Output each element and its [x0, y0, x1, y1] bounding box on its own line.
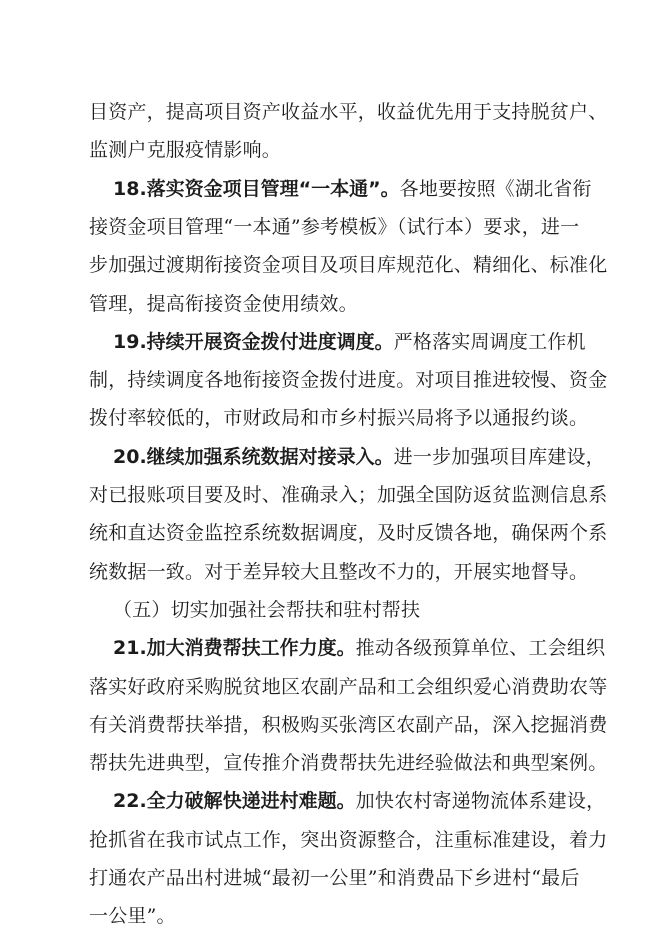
text-line: 监测户克服疫情影响。 — [89, 139, 282, 162]
text-line: 帮扶先进典型，宣传推介消费帮扶先进经验做法和典型案例。 — [89, 752, 608, 775]
text-line: 推动各级预算单位、工会组织 — [355, 637, 606, 660]
text-line: 打通农产品出村进城“最初一公里”和消费品下乡进村“最后 — [89, 867, 580, 889]
paragraph-19-first-line — [113, 329, 586, 355]
text-line: 步加强过渡期衔接资金项目及项目库规范化、精细化、标准化 — [89, 254, 608, 277]
text-line: 有关消费帮扶举措，积极购买张湾区农副产品，深入挖掘消费 — [89, 713, 608, 736]
text-line: 进一步加强项目库建设， — [393, 445, 605, 468]
text-line: 严格落实周调度工作机 — [393, 330, 586, 353]
text-line: 制，持续调度各地衔接资金拨付进度。对项目推进较慢、资金 — [89, 369, 608, 392]
paragraph-20-first-line — [113, 444, 605, 470]
paragraph-21-first-line — [113, 635, 605, 661]
item-21-heading: 21.加大消费帮扶工作力度。 — [113, 637, 356, 660]
text-line: 拨付率较低的，市财政局和市乡村振兴局将予以通报约谈。 — [89, 407, 589, 430]
text-line: 落实好政府采购脱贫地区农副产品和工会组织爱心消费助农等 — [89, 675, 608, 698]
text-line: 对已报账项目要及时、准确录入；加强全国防返贫监测信息系 — [89, 484, 608, 506]
paragraph-18-first-line — [113, 176, 592, 202]
item-18-heading: 18.落实资金项目管理“一本通”。 — [113, 177, 400, 200]
item-20-heading: 20.继续加强系统数据对接录入。 — [113, 445, 394, 468]
section-heading: （五）切实加强社会帮扶和驻村帮扶 — [113, 598, 421, 621]
text-line: 目资产，提高项目资产收益水平，收益优先用于支持脱贫户、 — [89, 101, 608, 123]
text-line: 一公里”。 — [89, 905, 176, 928]
text-line: 接资金项目管理“一本通”参考模板》（试行本）要求，进一 — [89, 215, 580, 238]
item-19-heading: 19.持续开展资金拨付进度调度。 — [113, 330, 394, 353]
text-line: 各地要按照《湖北省衔 — [399, 177, 592, 200]
text-line: 加快农村寄递物流体系建设， — [355, 790, 606, 813]
text-line: 统和直达资金监控系统数据调度，及时反馈各地，确保两个系 — [89, 522, 608, 545]
item-22-heading: 22.全力破解快递进村难题。 — [113, 790, 356, 813]
text-line: 抢抓省在我市试点工作，突出资源整合，注重标准建设，着力 — [89, 828, 608, 851]
paragraph-22-first-line — [113, 788, 605, 814]
text-line: 统数据一致。对于差异较大且整改不力的，开展实地督导。 — [89, 560, 589, 583]
text-line: 管理，提高衔接资金使用绩效。 — [89, 292, 358, 315]
